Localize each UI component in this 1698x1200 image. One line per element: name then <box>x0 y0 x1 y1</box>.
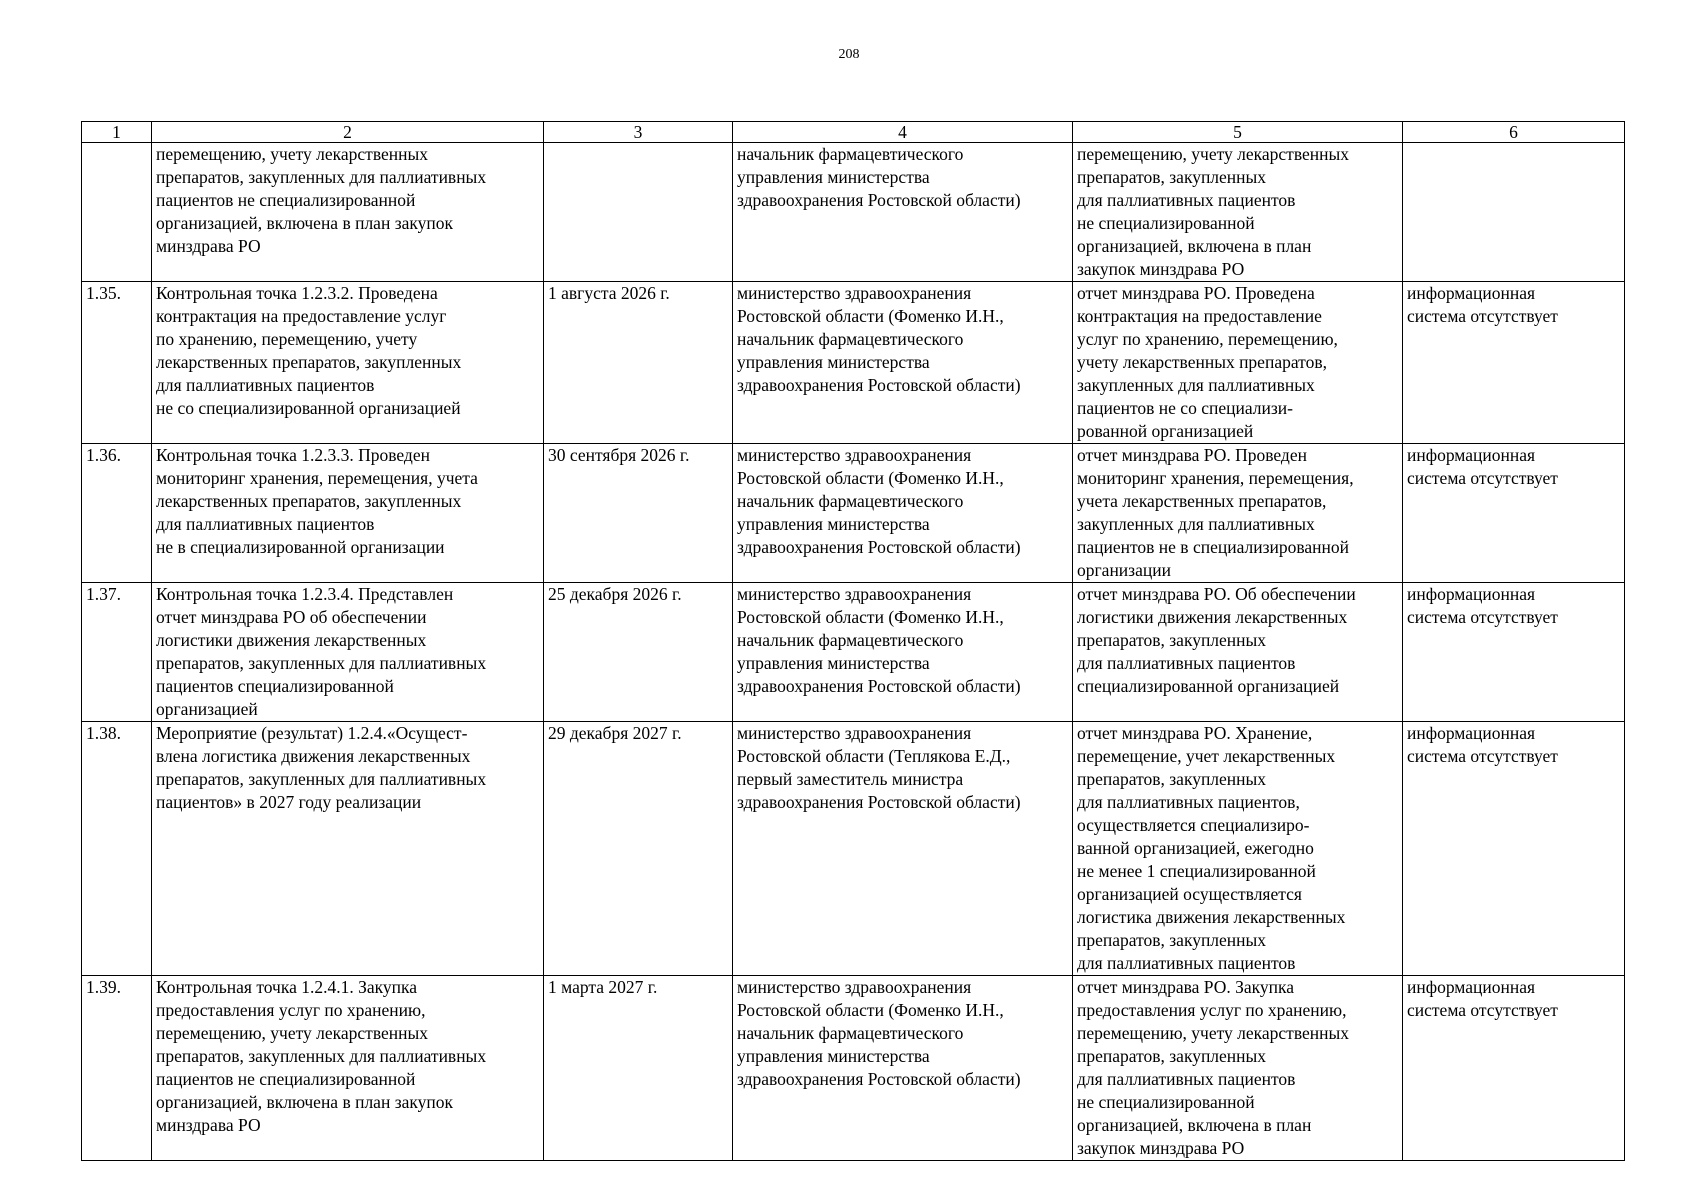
row-result: отчет минздрава РО. Хранение, перемещение, учет лекарственных препаратов, закупленных для паллиативных пациентов, осуществляется специализиро- ванной организацией, ежегодно не менее 1 специализированной организацией осуществляется логистика движения лекарственных препаратов, закупленных для паллиативных пациентов <box>1073 722 1403 976</box>
row-result: отчет минздрава РО. Проведен мониторинг хранения, перемещения, учета лекарственных препаратов, закупленных для паллиативных пациентов не в специализированной организации <box>1073 444 1403 583</box>
column-header-5: 5 <box>1073 122 1403 143</box>
column-header-1: 1 <box>82 122 152 143</box>
row-system: информационная система отсутствует <box>1403 722 1625 976</box>
row-responsible: министерство здравоохранения Ростовской области (Фоменко И.Н., начальник фармацевтического управления министерства здравоохранения Ростовской области) <box>733 583 1073 722</box>
table-row <box>82 143 1625 282</box>
column-header-6: 6 <box>1403 122 1625 143</box>
row-number: 1.39. <box>82 976 152 1161</box>
row-number: 1.36. <box>82 444 152 583</box>
row-number: 1.38. <box>82 722 152 976</box>
row-system: информационная система отсутствует <box>1403 444 1625 583</box>
column-header-4: 4 <box>733 122 1073 143</box>
row-date: 1 августа 2026 г. <box>544 282 733 444</box>
row-system: информационная система отсутствует <box>1403 976 1625 1161</box>
row-number: 1.35. <box>82 282 152 444</box>
table-row <box>82 976 1625 1161</box>
table-header-row <box>82 122 1625 143</box>
row-system: информационная система отсутствует <box>1403 282 1625 444</box>
column-header-2: 2 <box>152 122 544 143</box>
page-number: 208 <box>838 47 860 62</box>
row-date: 25 декабря 2026 г. <box>544 583 733 722</box>
row-responsible: министерство здравоохранения Ростовской области (Фоменко И.Н., начальник фармацевтического управления министерства здравоохранения Ростовской области) <box>733 282 1073 444</box>
row-date: 1 марта 2027 г. <box>544 976 733 1161</box>
column-header-3: 3 <box>544 122 733 143</box>
row-date: 30 сентября 2026 г. <box>544 444 733 583</box>
table-row <box>82 444 1625 583</box>
table-row <box>82 583 1625 722</box>
row-description: перемещению, учету лекарственных препаратов, закупленных для паллиативных пациентов не специализированной организацией, включена в план закупок минздрава РО <box>152 143 544 282</box>
row-result: отчет минздрава РО. Закупка предоставления услуг по хранению, перемещению, учету лекарственных препаратов, закупленных для паллиативных пациентов не специализированной организацией, включена в план закупок минздрава РО <box>1073 976 1403 1161</box>
row-description: Контрольная точка 1.2.3.4. Представлен отчет минздрава РО об обеспечении логистики движения лекарственных препаратов, закупленных для паллиативных пациентов специализированной организацией <box>152 583 544 722</box>
row-number: 1.37. <box>82 583 152 722</box>
row-system: информационная система отсутствует <box>1403 583 1625 722</box>
row-responsible: министерство здравоохранения Ростовской области (Фоменко И.Н., начальник фармацевтического управления министерства здравоохранения Ростовской области) <box>733 976 1073 1161</box>
row-responsible: министерство здравоохранения Ростовской области (Фоменко И.Н., начальник фармацевтического управления министерства здравоохранения Ростовской области) <box>733 444 1073 583</box>
row-responsible: министерство здравоохранения Ростовской области (Теплякова Е.Д., первый заместитель министра здравоохранения Ростовской области) <box>733 722 1073 976</box>
row-date <box>544 143 733 282</box>
row-responsible: начальник фармацевтического управления министерства здравоохранения Ростовской области) <box>733 143 1073 282</box>
row-description: Мероприятие (результат) 1.2.4.«Осущест- влена логистика движения лекарственных препаратов, закупленных для паллиативных пациентов» в 2027 году реализации <box>152 722 544 976</box>
table-row <box>82 282 1625 444</box>
row-result: отчет минздрава РО. Об обеспечении логистики движения лекарственных препаратов, закупленных для паллиативных пациентов специализированной организацией <box>1073 583 1403 722</box>
row-description: Контрольная точка 1.2.3.3. Проведен мониторинг хранения, перемещения, учета лекарственных препаратов, закупленных для паллиативных пациентов не в специализированной организации <box>152 444 544 583</box>
row-description: Контрольная точка 1.2.4.1. Закупка предоставления услуг по хранению, перемещению, учету лекарственных препаратов, закупленных для паллиативных пациентов не специализированной организацией, включена в план закупок минздрава РО <box>152 976 544 1161</box>
row-result: перемещению, учету лекарственных препаратов, закупленных для паллиативных пациентов не специализированной организацией, включена в план закупок минздрава РО <box>1073 143 1403 282</box>
row-description: Контрольная точка 1.2.3.2. Проведена контрактация на предоставление услуг по хранению, перемещению, учету лекарственных препаратов, закупленных для паллиативных пациентов не со специализированной организацией <box>152 282 544 444</box>
plan-table <box>81 121 1625 1161</box>
row-result: отчет минздрава РО. Проведена контрактация на предоставление услуг по хранению, перемещению, учету лекарственных препаратов, закупленных для паллиативных пациентов не со специализи- рованной организацией <box>1073 282 1403 444</box>
table-row <box>82 722 1625 976</box>
row-number <box>82 143 152 282</box>
row-system <box>1403 143 1625 282</box>
row-date: 29 декабря 2027 г. <box>544 722 733 976</box>
